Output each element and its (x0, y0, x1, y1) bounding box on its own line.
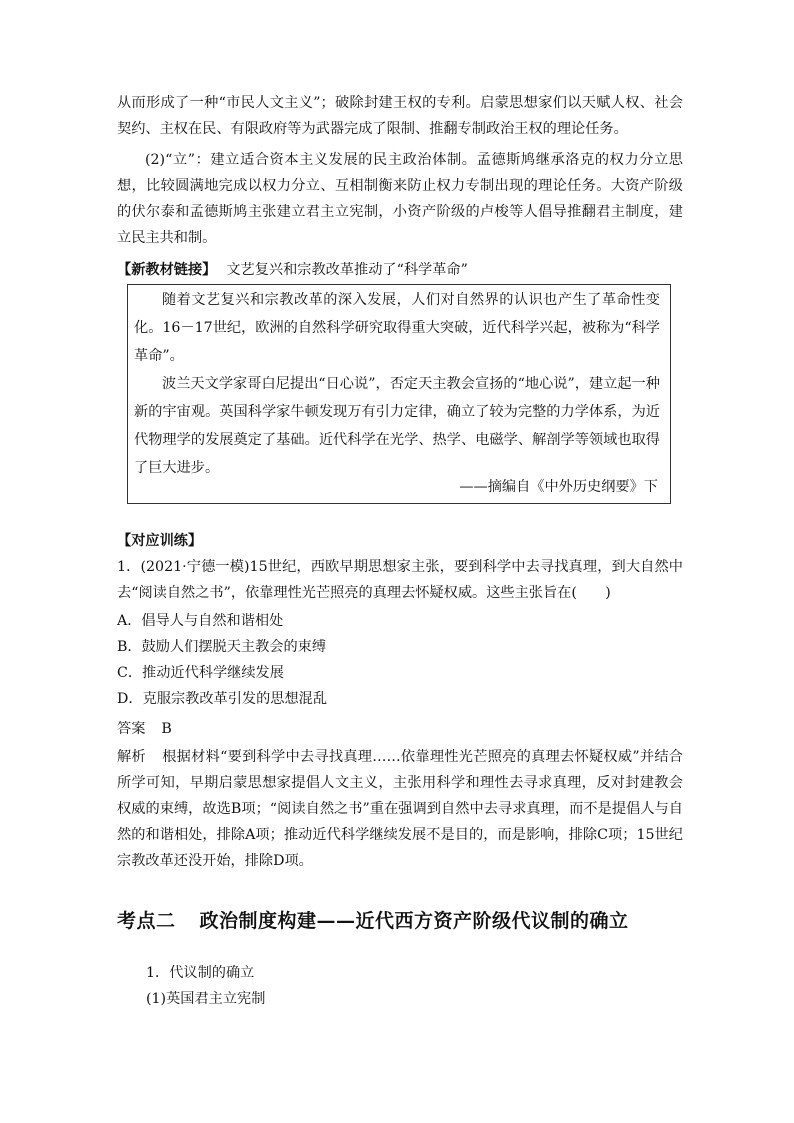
option-a: A．倡导人与自然和谐相处 (117, 613, 284, 629)
material-paragraph-2: 波兰天文学家哥白尼提出“日心说”，否定天主教会宣扬的“地心说”，建立起一种新的宇宙观。英国科学家牛顿发现万有引力定律，确立了较为完整的力学体系，为近代物理学的发展奠定了基础。近代科学在光学、热学、电磁学、解剖学等领域也取得了巨大进步。 (134, 376, 660, 476)
answer-value: B (161, 721, 172, 737)
link-title: 文艺复兴和宗教改革推动了“科学革命” (226, 262, 468, 278)
analysis-label: 解析 (117, 749, 146, 765)
outline-item-1-1: (1)英国君主立宪制 (146, 991, 266, 1007)
practice-tag: 【对应训练】 (117, 533, 203, 549)
intro-paragraph-1: 从而形成了一种“市民人文主义”；破除封建王权的专利。启蒙思想家们以天赋人权、社会契约、主权在民、有限政府等为武器完成了限制、推翻专制政治王权的理论任务。 (117, 95, 683, 137)
outline-item-1: 1．代议制的确立 (146, 965, 255, 981)
answer-line (117, 716, 683, 742)
intro-paragraph-2: (2)“立”：建立适合资本主义发展的民主政治体制。孟德斯鸠继承洛克的权力分立思想，比较圆满地完成以权力分立、互相制衡来防止权力专制出现的理论任务。大资产阶级的伏尔泰和孟德斯鸠主张建立君主立宪制，小资产阶级的卢梭等人倡导推翻君主制度，建立民主共和制。 (117, 152, 683, 246)
analysis-paragraph (117, 744, 683, 874)
analysis-text: 根据材料“要到科学中去寻找真理……依靠理性光芒照亮的真理去怀疑权威”并结合所学可知，早期启蒙思想家提倡人文主义，主张用科学和理性去寻求真理，反对封建教会权威的束缚，故选B项；“阅读自然之书”重在强调到自然中去寻求真理，而不是提倡人与自然的和谐相处，排除A项；推动近代科学继续发展不是目的，而是影响，排除C项；15世纪宗教改革还没开始，排除D项。 (117, 749, 683, 869)
material-source: ——摘编自《中外历史纲要》下 (459, 479, 658, 495)
option-d: D．克服宗教改革引发的思想混乱 (117, 691, 328, 707)
section-heading (117, 904, 717, 938)
option-c: C．推动近代科学继续发展 (117, 665, 284, 681)
section-number: 考点二 (117, 910, 176, 932)
question-stem: 1．(2021·宁德一模)15世纪，西欧早期思想家主张，要到科学中去寻找真理，到大自然中去“阅读自然之书”，依靠理性光芒照亮的真理去怀疑权威。这些主张旨在( ) (117, 559, 683, 601)
link-tag: 【新教材链接】 (117, 262, 217, 278)
material-paragraph-1: 随着文艺复兴和宗教改革的深入发展，人们对自然界的认识也产生了革命性变化。16－17世纪，欧洲的自然科学研究取得重大突破，近代科学兴起，被称为“科学革命”。 (134, 292, 660, 364)
link-heading (117, 257, 683, 283)
option-b: B．鼓励人们摆脱天主教会的束缚 (117, 639, 327, 655)
section-title: 政治制度构建——近代西方资产阶级代议制的确立 (199, 910, 629, 932)
answer-label: 答案 (117, 721, 146, 737)
